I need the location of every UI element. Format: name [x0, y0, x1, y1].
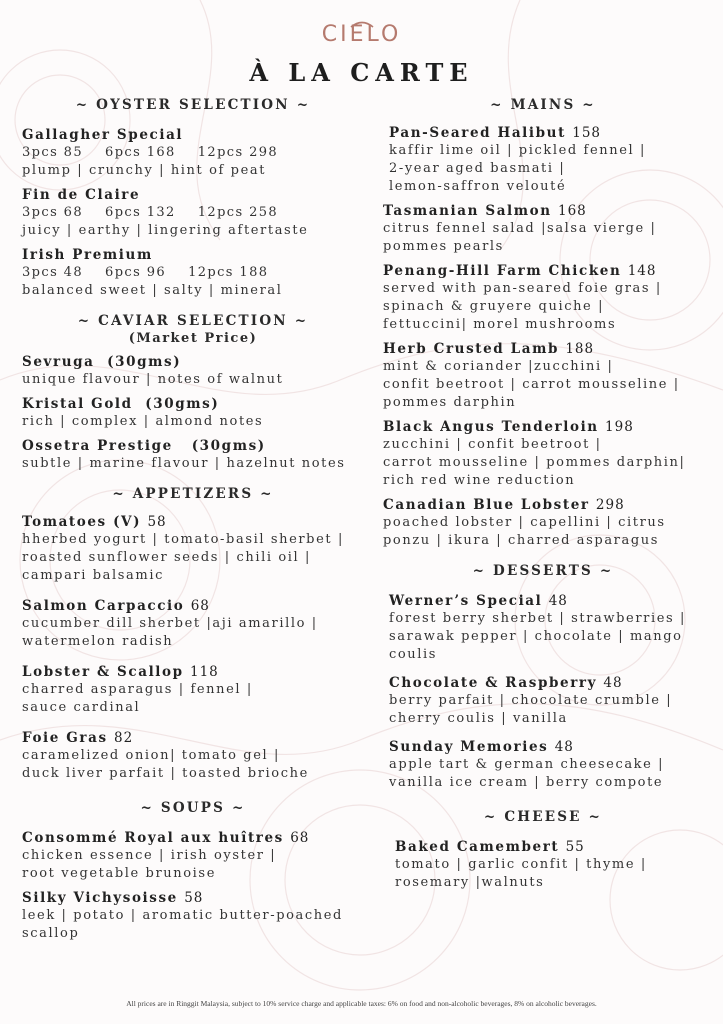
item-desc-line: confit beetroot | carrot mousseline | [383, 377, 680, 392]
menu-item [383, 340, 703, 412]
item-price: 298 [595, 497, 625, 513]
qty-row [22, 264, 364, 282]
item-price: 58 [184, 890, 204, 906]
item-name: Foie Gras [22, 730, 108, 746]
item-name: Consommé Royal aux huîtres [22, 830, 284, 846]
menu-item [383, 124, 703, 196]
item-desc-line: sarawak pepper | chocolate | mango [389, 629, 683, 644]
menu-item [22, 597, 364, 651]
item-name: Canadian Blue Lobster [383, 497, 590, 513]
item-name: Sunday Memories [389, 739, 549, 755]
brand-logo [0, 20, 723, 47]
item-desc-line: fettuccini| morel mushrooms [383, 317, 617, 332]
menu-item [22, 663, 364, 717]
item-name-line [383, 340, 703, 358]
item-price: 198 [605, 419, 634, 435]
item-desc-line: campari balsamic [22, 568, 164, 583]
menu-item [383, 418, 703, 490]
item-desc-line: chicken essence | irish oyster | [22, 848, 277, 863]
item-desc-line: leek | potato | aromatic butter-poached [22, 908, 343, 923]
price-disclaimer: All prices are in Ringgit Malaysia, subject to 10% service charge and applicable taxes: 6% on food and non-alcoholic beverages, 8% on alcoholic beverages. [126, 999, 597, 1008]
item-price: 158 [572, 125, 602, 141]
item-desc-line: spinach & gruyere quiche | [383, 299, 605, 314]
item-name-line [22, 889, 364, 907]
item-desc-line: served with pan-seared foie gras | [383, 281, 662, 296]
item-desc-line: pommes pearls [383, 239, 504, 254]
item-name: Black Angus Tenderloin [383, 419, 599, 435]
item-desc-line: rich red wine reduction [383, 473, 576, 488]
item-name-line [395, 838, 703, 856]
item-desc-line: kaffir lime oil | pickled fennel | [389, 143, 646, 158]
item-desc-line: watermelon radish [22, 634, 174, 649]
item-name-line [389, 674, 703, 692]
item-name: Tasmanian Salmon [383, 203, 552, 219]
item-name: Pan-Seared Halibut [389, 125, 566, 141]
item-name: Werner’s Special [389, 593, 543, 609]
section-title-mains: ~ MAINS ~ [490, 97, 596, 113]
item-name-line [389, 738, 703, 756]
qty-row [22, 144, 364, 162]
qty-6pcs: 6pcs 96 [105, 265, 167, 280]
menu-item [22, 246, 364, 300]
item-name-line [383, 496, 703, 514]
item-name: Salmon Carpaccio [22, 598, 185, 614]
oyster-section [22, 96, 364, 300]
mains-section [383, 96, 703, 550]
item-name: Lobster & Scallop [22, 664, 184, 680]
menu-item [22, 513, 364, 585]
item-desc-line: scallop [22, 926, 80, 941]
item-name: Silky Vichysoisse [22, 890, 178, 906]
left-column [22, 96, 364, 943]
item-price: 58 [147, 514, 167, 530]
item-desc-line: root vegetable brunoise [22, 866, 216, 881]
menu-item [22, 395, 364, 431]
item-price: 148 [627, 263, 657, 279]
item-price: 68 [290, 830, 310, 846]
item-desc: juicy | earthy | lingering aftertaste [22, 223, 309, 238]
qty-12pcs: 12pcs 298 [197, 145, 279, 160]
appetizers-section [22, 485, 364, 783]
item-desc-line: apple tart & german cheesecake | [389, 757, 665, 772]
menu-item [22, 729, 364, 783]
item-desc-line: sauce cardinal [22, 700, 141, 715]
item-name: Sevruga (30gms) [22, 354, 182, 370]
item-desc-line: charred asparagus | fennel | [22, 682, 253, 697]
section-title-appetizers: ~ APPETIZERS ~ [112, 486, 274, 502]
soups-section [22, 799, 364, 943]
item-name: Gallagher Special [22, 127, 184, 143]
item-desc-line: coulis [389, 647, 438, 662]
item-desc-line: pommes darphin [383, 395, 517, 410]
item-name: Baked Camembert [395, 839, 560, 855]
item-desc-line: zucchini | confit beetroot | [383, 437, 602, 452]
item-name-line [389, 124, 703, 142]
item-name-line [22, 729, 364, 747]
item-price: 48 [548, 593, 568, 609]
item-price: 55 [565, 839, 585, 855]
item-price: 168 [557, 203, 587, 219]
item-desc: subtle | marine flavour | hazelnut notes [22, 456, 346, 471]
section-title-soups: ~ SOUPS ~ [140, 800, 246, 816]
item-name-line [389, 592, 703, 610]
menu-item [22, 437, 364, 473]
qty-12pcs: 12pcs 188 [188, 265, 269, 280]
item-name-line [22, 663, 364, 681]
item-name-line [22, 829, 364, 847]
item-name-line [383, 202, 703, 220]
qty-3pcs: 3pcs 48 [22, 265, 84, 280]
item-desc-line: 2-year aged basmati | [389, 161, 566, 176]
item-desc: rich | complex | almond notes [22, 414, 264, 429]
item-desc: plump | crunchy | hint of peat [22, 163, 267, 178]
item-desc-line: forest berry sherbet | strawberries | [389, 611, 686, 626]
menu-item [383, 838, 703, 892]
menu-item [22, 353, 364, 389]
item-desc-line: mint & coriander |zucchini | [383, 359, 614, 374]
item-name-line [22, 597, 364, 615]
item-price: 48 [603, 675, 623, 691]
item-price: 188 [565, 341, 595, 357]
qty-3pcs: 3pcs 85 [22, 145, 84, 160]
menu-item [383, 202, 703, 256]
qty-6pcs: 6pcs 168 [105, 145, 176, 160]
item-desc-line: lemon-saffron velouté [389, 179, 567, 194]
menu-item [22, 829, 364, 883]
section-title-oysters: ~ OYSTER SELECTION ~ [75, 97, 311, 113]
menu-item [383, 262, 703, 334]
section-title-caviar: ~ CAVIAR SELECTION ~ [77, 313, 309, 329]
item-name: Ossetra Prestige (30gms) [22, 438, 266, 454]
item-desc-line: citrus fennel salad |salsa vierge | [383, 221, 657, 236]
item-desc-line: rosemary |walnuts [395, 875, 545, 890]
item-desc-line: cherry coulis | vanilla [389, 711, 568, 726]
menu-item [383, 496, 703, 550]
item-desc-line: roasted sunflower seeds | chili oil | [22, 550, 312, 565]
item-desc-line: poached lobster | capellini | citrus [383, 515, 666, 530]
section-title-desserts: ~ DESSERTS ~ [472, 563, 614, 579]
item-desc-line: duck liver parfait | toasted brioche [22, 766, 309, 781]
desserts-section [383, 562, 703, 792]
menu-item [22, 889, 364, 943]
item-price: 48 [554, 739, 574, 755]
item-desc-line: cucumber dill sherbet |aji amarillo | [22, 616, 318, 631]
item-name-line [383, 262, 703, 280]
item-desc-line: ponzu | ikura | charred asparagus [383, 533, 660, 548]
item-price: 118 [190, 664, 219, 680]
qty-6pcs: 6pcs 132 [105, 205, 176, 220]
item-desc-line: berry parfait | chocolate crumble | [389, 693, 673, 708]
section-title-cheese: ~ CHEESE ~ [483, 809, 603, 825]
menu-item [383, 674, 703, 728]
item-desc-line: caramelized onion| tomato gel | [22, 748, 280, 763]
section-note: (Market Price) [128, 331, 258, 346]
item-name: Penang-Hill Farm Chicken [383, 263, 622, 279]
menu-item [383, 592, 703, 664]
item-name: Fin de Claire [22, 187, 141, 203]
item-name: Herb Crusted Lamb [383, 341, 559, 357]
qty-3pcs: 3pcs 68 [22, 205, 84, 220]
item-desc-line: carrot mousseline | pommes darphin| [383, 455, 686, 470]
menu-item [383, 738, 703, 792]
menu-item [22, 186, 364, 240]
item-price: 82 [113, 730, 134, 746]
item-price: 68 [190, 598, 210, 614]
page-title: À LA CARTE [249, 58, 474, 87]
item-name: Tomatoes (V) [22, 514, 142, 530]
logo-text: CIELO [321, 22, 402, 47]
menu-item [22, 126, 364, 180]
item-name-line [22, 513, 364, 531]
right-column [383, 96, 703, 892]
item-name-line [383, 418, 703, 436]
item-desc-line: vanilla ice cream | berry compote [389, 775, 664, 790]
item-name: Kristal Gold (30gms) [22, 396, 220, 412]
cheese-section [383, 808, 703, 892]
item-desc-line: tomato | garlic confit | thyme | [395, 857, 647, 872]
caviar-section [22, 312, 364, 473]
qty-row [22, 204, 364, 222]
qty-12pcs: 12pcs 258 [197, 205, 279, 220]
item-name: Chocolate & Raspberry [389, 675, 598, 691]
item-name: Irish Premium [22, 247, 153, 263]
item-desc-line: hherbed yogurt | tomato-basil sherbet | [22, 532, 344, 547]
item-desc: unique flavour | notes of walnut [22, 372, 284, 387]
item-desc: balanced sweet | salty | mineral [22, 283, 283, 298]
